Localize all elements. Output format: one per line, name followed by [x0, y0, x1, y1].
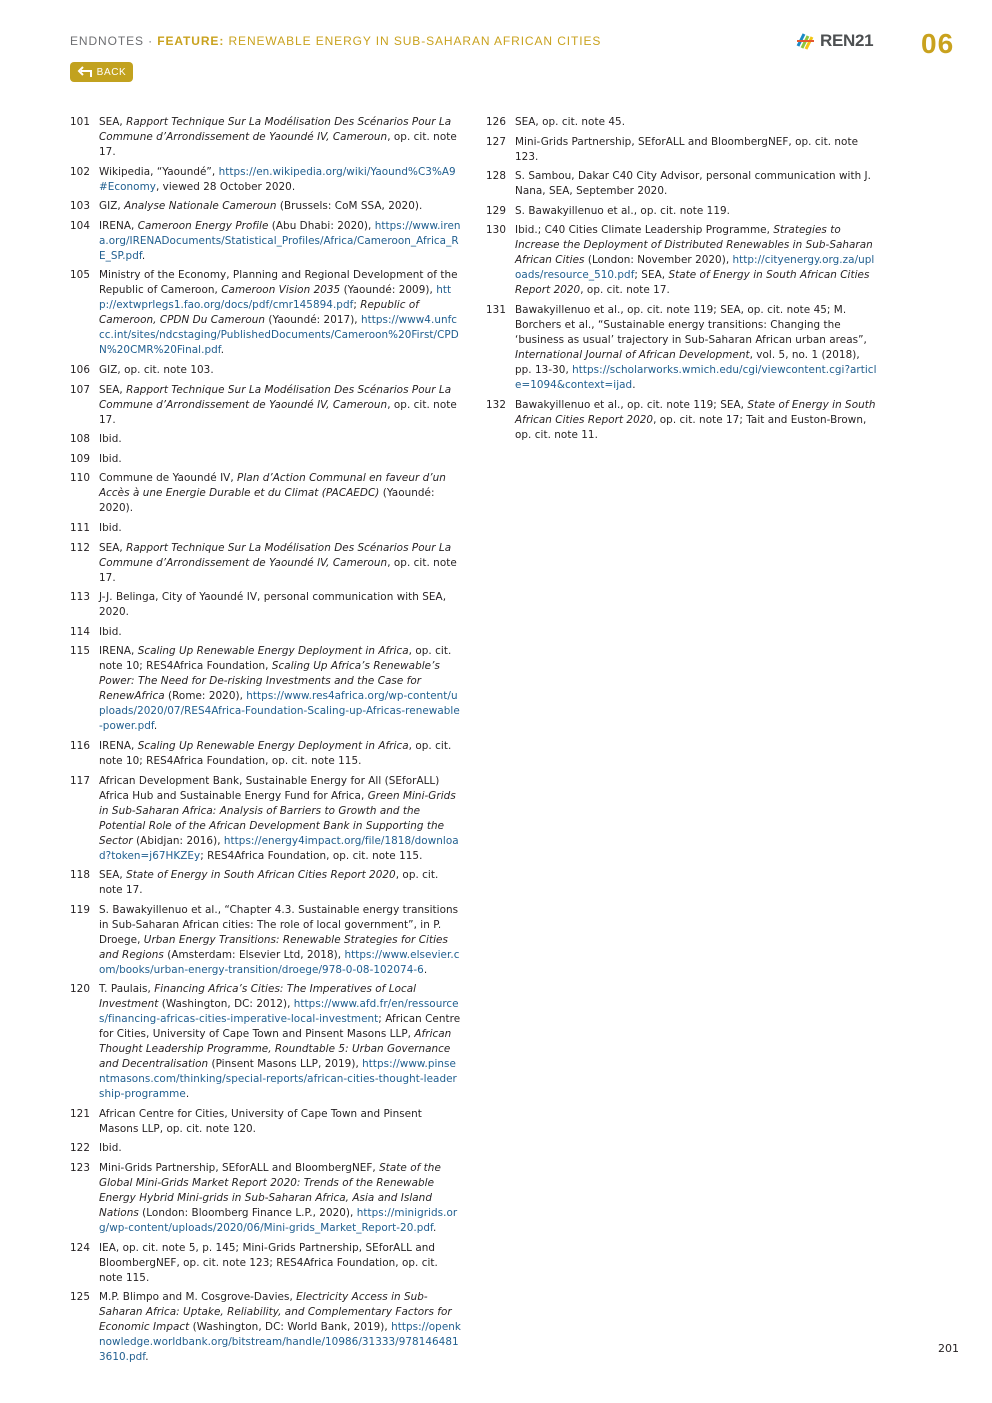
endnote-number: 109 — [70, 452, 90, 465]
endnote-segment: (London: Bloomberg Finance L.P., 2020), — [138, 1207, 357, 1220]
header-section: ENDNOTES — [70, 34, 144, 48]
endnote-text — [515, 135, 878, 165]
endnote-text — [99, 644, 462, 734]
endnote-title: Strategies to Increase the Deployment of Distributed Renewables in Sub-Saharan African Cities — [515, 224, 873, 267]
endnote-number: 124 — [70, 1241, 90, 1254]
endnote-segment: S. Bawakyillenuo et al., “Chapter 4.3. Sustainable energy transitions in Sub-Saharan African cities: The role of local government”, in P. Droege, — [99, 903, 459, 946]
endnote — [486, 135, 878, 165]
endnote-segment: Mini-Grids Partnership, SEforALL and BloombergNEF, op. cit. note 123. — [515, 135, 859, 163]
endnote-segment: , vol. 5, no. 1 (2018), pp. 13-30, — [515, 348, 860, 376]
endnote-link[interactable]: https://scholarworks.wmich.edu/cgi/viewcontent.cgi?article=1094&context=ijad — [515, 363, 877, 391]
endnote — [70, 471, 462, 516]
endnote-number: 120 — [70, 983, 90, 996]
header-feature-label: FEATURE: — [157, 34, 225, 48]
endnote-text — [99, 1161, 462, 1236]
endnote-segment: (Abidjan: 2016), — [132, 834, 224, 847]
endnote-segment: Ibid.; C40 Cities Climate Leadership Programme, — [515, 224, 774, 237]
endnote-title: Rapport Technique Sur La Modélisation Des Scénarios Pour La Commune d’Arrondissement de Yaoundé IV, Cameroun — [99, 116, 452, 143]
endnote-title: African Thought Leadership Programme, Roundtable 5: Urban Governance and Decentralisation — [99, 1028, 452, 1071]
endnote-text — [99, 1141, 462, 1156]
endnote-number: 103 — [70, 200, 90, 213]
endnote-text — [515, 204, 878, 219]
endnote — [70, 1107, 462, 1137]
endnote — [70, 199, 462, 214]
endnote-segment: J-J. Belinga, City of Yaoundé IV, personal communication with SEA, 2020. — [99, 591, 447, 619]
endnote-segment: (Yaoundé: 2020). — [99, 487, 435, 515]
endnote — [486, 169, 878, 199]
endnote-segment: ; SEA, — [634, 269, 669, 282]
endnote-title: Electricity Access in Sub-Saharan Africa: Uptake, Reliability, and Complementary Factors for Economic Impact — [99, 1291, 452, 1334]
endnote-text — [99, 774, 462, 864]
endnote-segment: Ibid. — [99, 521, 122, 534]
endnote-segment: (Amsterdam: Elsevier Ltd, 2018), — [163, 948, 345, 961]
endnote-segment: Ministry of the Economy, Planning and Regional Development of the Republic of Cameroon, — [99, 269, 458, 297]
endnote — [486, 115, 878, 130]
endnote-segment: (Washington, DC: 2012), — [158, 998, 294, 1011]
endnote-title: Urban Energy Transitions: Renewable Strategies for Cities and Regions — [99, 933, 448, 961]
endnote-segment: , op. cit. note 17. — [99, 869, 439, 897]
endnote — [70, 625, 462, 640]
endnote — [70, 268, 462, 358]
endnote-segment: SEA, — [99, 383, 127, 396]
endnote — [70, 903, 462, 978]
endnote — [70, 219, 462, 264]
endnote-title: Scaling Up Renewable Energy Deployment in Africa — [137, 739, 409, 752]
endnote-segment: SEA, — [99, 869, 127, 882]
endnote-segment: (Rome: 2020), — [164, 690, 247, 703]
endnote-segment: . — [632, 378, 636, 391]
endnote-text — [99, 363, 462, 378]
endnote-number: 112 — [70, 541, 90, 554]
endnote-number: 129 — [486, 204, 506, 217]
endnote-segment: African Development Bank, Sustainable Energy for All (SEforALL) Africa Hub and Sustainable Energy Fund for Africa, — [99, 774, 440, 802]
endnote-text — [99, 219, 462, 264]
endnote — [486, 398, 878, 443]
endnote-segment: . — [220, 344, 225, 357]
endnote-text — [515, 115, 878, 130]
endnote-number: 123 — [70, 1162, 90, 1175]
endnote-text — [515, 169, 878, 199]
endnote-number: 113 — [70, 591, 90, 604]
endnote-segment: , viewed 28 October 2020. — [155, 180, 296, 193]
endnote-text — [99, 199, 462, 214]
endnote-segment: M.P. Blimpo and M. Cosgrove-Davies, — [99, 1291, 297, 1304]
endnote — [486, 204, 878, 219]
endnote-link[interactable]: https://energy4impact.org/file/1818/download?token=j67HKZEy — [99, 834, 459, 862]
endnote-segment: T. Paulais, — [99, 983, 155, 996]
endnote-text — [99, 165, 462, 195]
endnote-segment: . — [141, 249, 146, 262]
endnote-segment: GIZ, op. cit. note 103. — [99, 363, 214, 376]
endnote-link[interactable]: http://cityenergy.org.za/uploads/resource_510.pdf — [515, 254, 875, 282]
endnote-segment: IRENA, — [99, 645, 138, 658]
endnote-title: State of Energy in South African Cities Report 2020 — [515, 398, 876, 426]
endnote-number: 117 — [70, 774, 90, 787]
endnote-segment: , op. cit. note 17. — [99, 131, 457, 158]
endnote-number: 114 — [70, 625, 90, 638]
endnote-segment: ; RES4Africa Foundation, op. cit. note 115. — [200, 849, 423, 862]
endnote-number: 108 — [70, 433, 90, 446]
endnote-segment: Bawakyillenuo et al., op. cit. note 119; SEA, — [515, 398, 748, 411]
endnote — [70, 1241, 462, 1286]
endnote-segment: , op. cit. note 10; RES4Africa Foundation, — [99, 645, 452, 673]
endnote-number: 125 — [70, 1291, 90, 1304]
endnote-number: 132 — [486, 398, 506, 411]
endnote-title: Plan d’Action Communal en faveur d’un Accès à une Energie Durable et du Climat (PACAEDC) — [99, 472, 446, 500]
endnote-number: 105 — [70, 269, 90, 282]
endnote — [70, 868, 462, 898]
endnote-segment: , op. cit. note 17. — [580, 284, 670, 297]
endnote-segment: IRENA, — [99, 739, 138, 752]
endnote-segment: SEA, — [99, 541, 127, 554]
endnote-segment: , op. cit. note 17. — [99, 556, 457, 584]
endnote-segment: , op. cit. note 10; RES4Africa Foundation, op. cit. note 115. — [99, 739, 452, 767]
endnote-link[interactable]: https://www4.unfccc.int/sites/ndcstaging/PublishedDocuments/Cameroon%20First/CPDN%20CMR%20Final.pdf — [99, 314, 459, 357]
ren21-logo-icon — [796, 32, 816, 50]
endnote-text — [99, 471, 462, 516]
endnote-number: 131 — [486, 303, 506, 316]
endnote-link[interactable]: https://minigrids.org/wp-content/uploads/2020/06/Mini-grids_Market_Report-20.pdf — [99, 1207, 458, 1235]
endnote-link[interactable]: https://www.pinsentmasons.com/thinking/special-reports/african-cities-thought-leadership-programme — [99, 1058, 457, 1101]
endnote-text — [99, 982, 462, 1102]
endnote-text — [99, 541, 462, 586]
endnote-segment: SEA, op. cit. note 45. — [515, 116, 626, 128]
endnote-segment: , op. cit. note 17; Tait and Euston-Brown, op. cit. note 11. — [515, 413, 867, 441]
endnote-segment: (Yaoundé: 2017), — [265, 314, 362, 327]
endnote — [70, 774, 462, 864]
endnote-segment: SEA, — [99, 116, 127, 128]
endnote-link[interactable]: https://www.res4africa.org/wp-content/uploads/2020/07/RES4Africa-Foundation-Scaling-up-Africas-renewable-power.pdf — [99, 690, 460, 733]
endnote-number: 115 — [70, 645, 90, 658]
endnote-segment: Ibid. — [99, 625, 122, 638]
endnote — [70, 452, 462, 467]
endnote-segment: (Yaoundé: 2009), — [340, 284, 437, 297]
endnote-text — [99, 739, 462, 769]
endnote — [70, 739, 462, 769]
endnote-link[interactable]: https://www.afd.fr/en/ressources/financing-africas-cities-imperative-local-investment — [99, 998, 459, 1026]
endnote-number: 111 — [70, 521, 90, 534]
endnote-segment: S. Sambou, Dakar C40 City Advisor, personal communication with J. Nana, SEA, September 2020. — [515, 170, 872, 198]
endnote-text — [99, 268, 462, 358]
endnote — [70, 644, 462, 734]
endnote-text — [99, 1107, 462, 1137]
endnote-text — [99, 903, 462, 978]
endnote — [70, 165, 462, 195]
endnote-link[interactable]: https://www.elsevier.com/books/urban-energy-transition/droege/978-0-08-102074-6 — [99, 948, 460, 976]
endnote-number: 118 — [70, 869, 90, 882]
endnote-segment: (Abu Dhabi: 2020), — [268, 219, 375, 232]
endnote-number: 130 — [486, 224, 506, 237]
endnote-segment: S. Bawakyillenuo et al., op. cit. note 119. — [515, 204, 731, 217]
endnote — [70, 383, 462, 428]
endnote-title: State of Energy in South African Cities Report 2020 — [126, 869, 396, 882]
endnotes-column-right — [486, 115, 878, 447]
endnote-text — [99, 115, 462, 160]
endnote — [70, 541, 462, 586]
endnote — [70, 1141, 462, 1156]
endnote-number: 126 — [486, 116, 506, 128]
endnote-segment: Wikipedia, “Yaoundé”, — [99, 165, 219, 178]
header-feature-title: RENEWABLE ENERGY IN SUB-SAHARAN AFRICAN CITIES — [224, 34, 602, 48]
endnote-text — [99, 625, 462, 640]
ren21-logo — [796, 31, 873, 51]
endnote — [70, 363, 462, 378]
endnote-segment: African Centre for Cities, University of Cape Town and Pinsent Masons LLP, op. cit. note 120. — [99, 1107, 422, 1135]
endnote-link[interactable]: https://en.wikipedia.org/wiki/Yaound%C3%A9#Economy — [99, 165, 456, 193]
endnote-segment: Commune de Yaoundé IV, — [99, 472, 238, 485]
endnote-segment: (Pinsent Masons LLP, 2019), — [208, 1058, 363, 1071]
endnote-number: 116 — [70, 739, 90, 752]
endnote-number: 101 — [70, 116, 90, 128]
endnote-segment: Bawakyillenuo et al., op. cit. note 119; SEA, op. cit. note 45; M. Borchers et al., “Sustainable energy transitions: Changing the ‘business as usual’ trajectory in Sub-Saharan African urban areas”, — [515, 303, 867, 346]
endnote-segment: ; — [353, 299, 361, 312]
endnote-segment: (Brussels: CoM SSA, 2020). — [276, 200, 423, 213]
endnote-segment: IEA, op. cit. note 5, p. 145; Mini-Grids Partnership, SEforALL and BloombergNEF, op. cit. note 123; RES4Africa Foundation, op. cit. note 115. — [99, 1241, 438, 1284]
endnote-title: State of the Global Mini-Grids Market Report 2020: Trends of the Renewable Energy Hybrid Mini-grids in Sub-Saharan Africa, Asia and Island Nations — [99, 1162, 441, 1220]
endnote — [70, 1290, 462, 1365]
endnote-text — [99, 1241, 462, 1286]
endnote-title: Green Mini-Grids in Sub-Saharan Africa: Analysis of Barriers to Growth and the Potential Role of the African Development Bank in Supporting the Sector — [99, 789, 456, 847]
chapter-number: 06 — [921, 28, 955, 59]
endnote-number: 127 — [486, 135, 506, 148]
endnote-link[interactable]: https://www.irena.org/IRENADocuments/Statistical_Profiles/Africa/Cameroon_Africa_RE_SP.pdf — [99, 219, 461, 262]
endnote-text — [99, 868, 462, 898]
endnote-title: Analyse Nationale Cameroun — [124, 200, 277, 213]
endnote-segment: (London: November 2020), — [584, 254, 733, 267]
endnote-segment: . — [153, 720, 158, 733]
header-separator: · — [143, 34, 158, 48]
endnote-text — [99, 452, 462, 467]
endnote-number: 106 — [70, 363, 90, 376]
endnote-segment: ; African Centre for Cities, University of Cape Town and Pinsent Masons LLP, — [99, 1013, 461, 1041]
endnote-segment: Ibid. — [99, 1142, 122, 1155]
endnote-text — [99, 521, 462, 536]
endnote-link[interactable]: http://extwprlegs1.fao.org/docs/pdf/cmr145894.pdf — [99, 284, 452, 312]
endnote-segment: Ibid. — [99, 433, 122, 446]
running-header — [70, 34, 601, 48]
endnote — [70, 521, 462, 536]
endnotes-column-left — [70, 115, 462, 1370]
endnote-title: International Journal of African Development — [515, 348, 750, 361]
endnote-text — [99, 590, 462, 620]
endnote-text — [99, 1290, 462, 1365]
endnote-title: State of Energy in South African Cities Report 2020 — [515, 269, 870, 297]
endnote — [70, 1161, 462, 1236]
logo-text: REN21 — [820, 31, 874, 50]
endnote-segment: Mini-Grids Partnership, SEforALL and BloombergNEF, — [99, 1162, 380, 1175]
endnote-number: 119 — [70, 903, 90, 916]
endnote-segment: . — [145, 1351, 149, 1364]
endnote-text — [99, 432, 462, 447]
endnote-number: 110 — [70, 472, 90, 485]
endnote — [70, 432, 462, 447]
endnote-text — [515, 303, 878, 393]
endnote-number: 107 — [70, 383, 90, 396]
endnote-title: Rapport Technique Sur La Modélisation Des Scénarios Pour La Commune d’Arrondissement de Yaoundé IV, Cameroun — [99, 383, 452, 411]
page-number: 201 — [938, 1342, 959, 1355]
endnote-segment: IRENA, — [99, 219, 138, 232]
endnote-title: Scaling Up Africa’s Renewable’s Power: The Need for De-risking Investments and the Case for RenewAfrica — [99, 660, 440, 703]
endnote-title: Financing Africa’s Cities: The Imperatives of Local Investment — [99, 983, 417, 1011]
endnote-title: Cameroon Energy Profile — [137, 219, 269, 232]
endnote-segment: Ibid. — [99, 452, 122, 465]
endnote-title: Rapport Technique Sur La Modélisation Des Scénarios Pour La Commune d’Arrondissement de Yaoundé IV, Cameroun — [99, 541, 452, 569]
endnote-link[interactable]: https://openknowledge.worldbank.org/bitstream/handle/10986/31333/9781464813610.pdf — [99, 1321, 461, 1364]
endnote-text — [515, 223, 878, 298]
back-button[interactable] — [70, 62, 133, 82]
back-button-label: BACK — [96, 66, 127, 78]
endnote-segment: . — [423, 963, 428, 976]
endnote-text — [99, 383, 462, 428]
endnote-segment: (Washington, DC: World Bank, 2019), — [189, 1321, 392, 1334]
endnote-title: Scaling Up Renewable Energy Deployment in Africa — [137, 645, 409, 658]
back-arrow-icon — [77, 66, 93, 78]
endnote — [486, 223, 878, 298]
endnote — [486, 303, 878, 393]
endnote — [70, 982, 462, 1102]
endnote-title: Cameroon Vision 2035 — [221, 284, 341, 297]
endnote-number: 104 — [70, 219, 90, 232]
endnote-title: Republic of Cameroon, CPDN Du Cameroun — [99, 299, 419, 327]
endnote — [70, 115, 462, 160]
endnote-number: 128 — [486, 170, 506, 183]
endnote-text — [515, 398, 878, 443]
endnote-number: 102 — [70, 165, 90, 178]
endnote-segment: GIZ, — [99, 200, 125, 213]
endnote-number: 121 — [70, 1107, 90, 1120]
endnote-number: 122 — [70, 1142, 90, 1155]
endnote — [70, 590, 462, 620]
endnote-segment: . — [432, 1222, 437, 1235]
endnote-segment: . — [185, 1088, 190, 1101]
endnote-segment: , op. cit. note 17. — [99, 398, 457, 426]
